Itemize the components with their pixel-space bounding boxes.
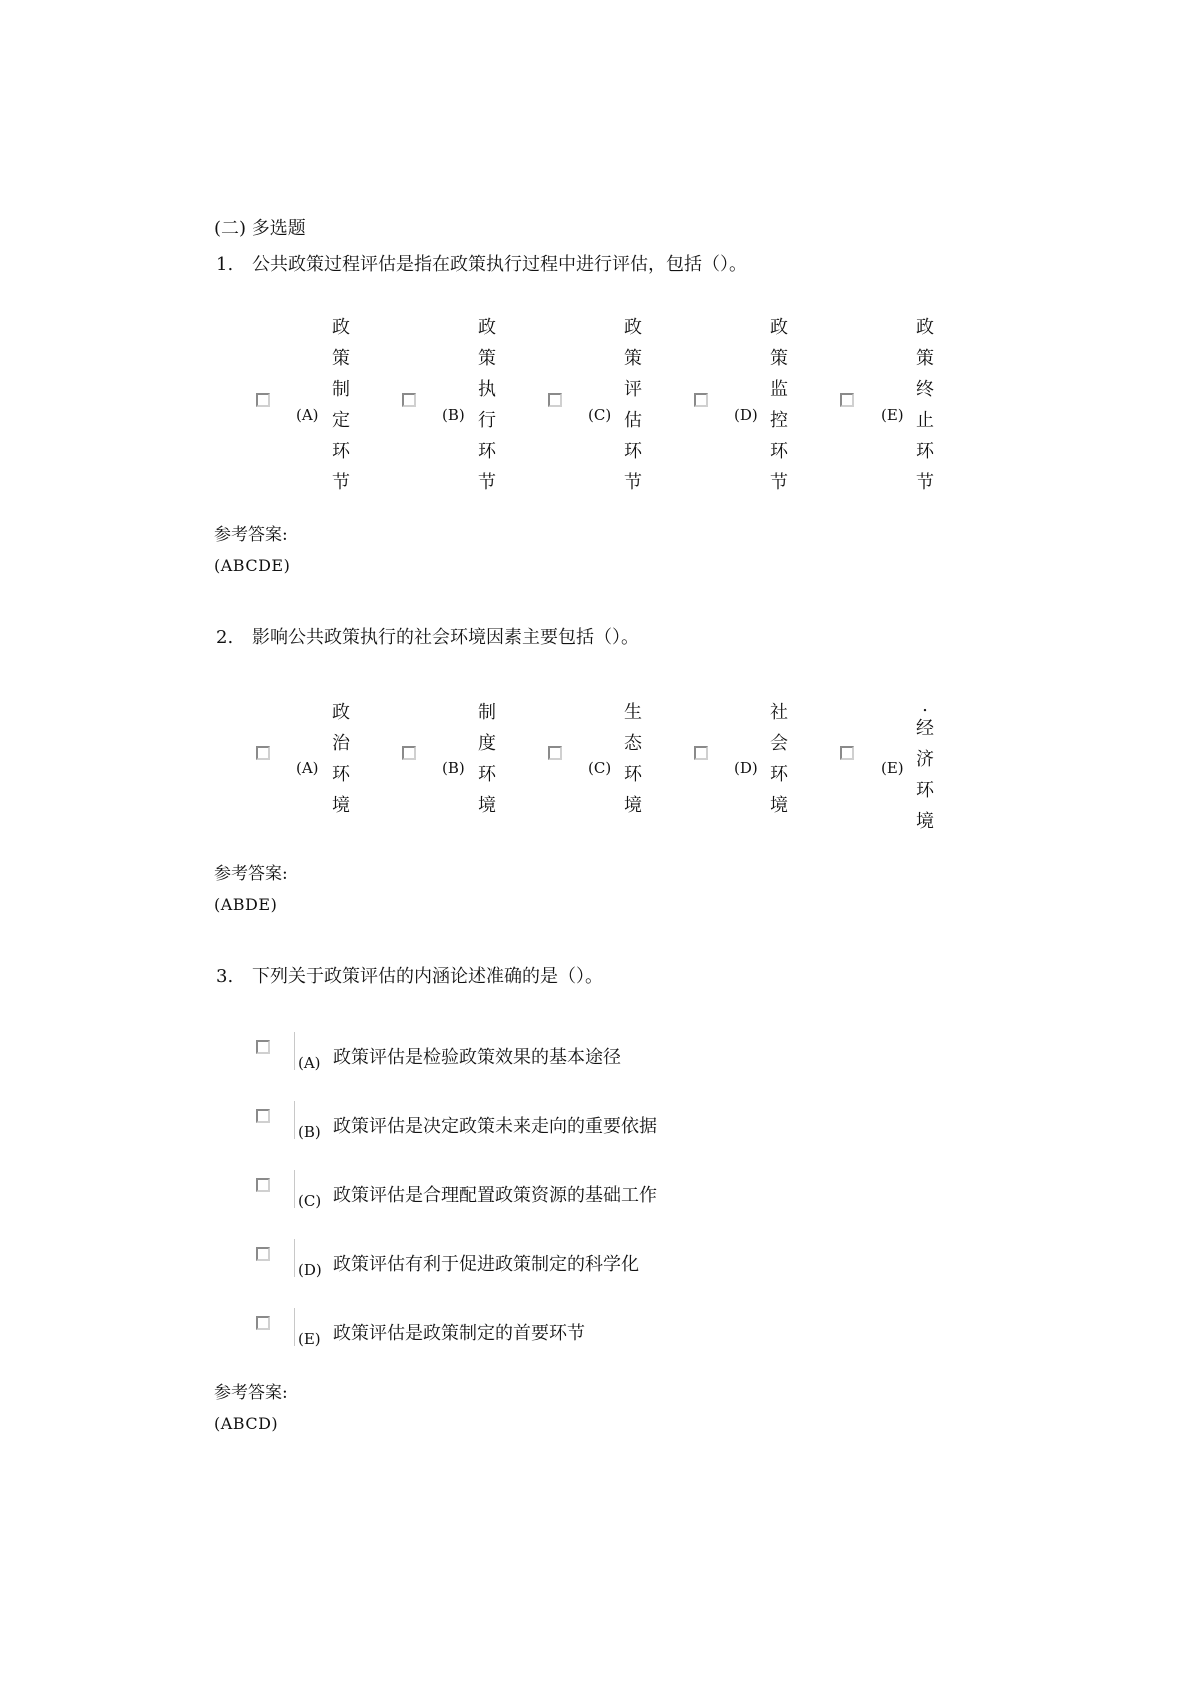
option-letter: (E) (881, 759, 904, 777)
checkbox-q3-d[interactable] (256, 1247, 270, 1261)
checkbox-q3-a[interactable] (256, 1040, 270, 1054)
question-1 (216, 250, 747, 276)
option-text: . 经济环境 (914, 699, 936, 837)
checkbox-q1-a[interactable] (256, 393, 270, 407)
checkbox-q2-a[interactable] (256, 746, 270, 760)
question-1-number: 1. (216, 254, 234, 275)
answer-value-2: (ABDE) (214, 895, 278, 914)
option-text: 政策终止环节 (916, 317, 934, 493)
option-text: 生态环境 (624, 702, 642, 816)
answer-value-1: (ABCDE) (214, 556, 291, 575)
checkbox-q3-e[interactable] (256, 1316, 270, 1330)
checkbox-q1-c[interactable] (548, 393, 562, 407)
question-2-number: 2. (216, 627, 234, 648)
checkbox-q1-b[interactable] (402, 393, 416, 407)
question-3-number: 3. (216, 966, 234, 987)
checkbox-q2-d[interactable] (694, 746, 708, 760)
answer-label-2: 参考答案: (214, 864, 288, 884)
section-title: (二) 多选题 (214, 218, 306, 239)
checkbox-q2-e[interactable] (840, 746, 854, 760)
question-2-text: 影响公共政策执行的社会环境因素主要包括（）。 (252, 627, 639, 648)
option-text: 政策评估环节 (624, 317, 642, 493)
option-letter: (C) (298, 1192, 322, 1210)
option-letter: (D) (734, 759, 758, 777)
option-letter: (E) (298, 1330, 321, 1348)
option-letter: (C) (588, 759, 612, 777)
checkbox-q2-c[interactable] (548, 746, 562, 760)
option-letter: (D) (298, 1261, 322, 1279)
option-divider (294, 1239, 295, 1277)
option-text: 政策评估是政策制定的首要环节 (333, 1323, 585, 1344)
question-2 (216, 623, 639, 649)
option-text: 制度环境 (478, 702, 496, 816)
checkbox-q3-b[interactable] (256, 1109, 270, 1123)
option-text: 政策评估是合理配置政策资源的基础工作 (333, 1185, 657, 1206)
option-text: 政策执行环节 (478, 317, 496, 493)
option-text: 政策监控环节 (770, 317, 788, 493)
question-3-text: 下列关于政策评估的内涵论述准确的是（）。 (252, 966, 603, 987)
option-text: 社会环境 (770, 702, 788, 816)
option-letter: (A) (298, 1054, 321, 1072)
option-divider (294, 1170, 295, 1208)
checkbox-q1-e[interactable] (840, 393, 854, 407)
option-letter: (B) (442, 759, 465, 777)
option-divider (294, 1032, 295, 1070)
option-divider (294, 1308, 295, 1346)
option-letter: (A) (296, 759, 319, 777)
option-letter: (A) (296, 406, 319, 424)
answer-label-3: 参考答案: (214, 1383, 288, 1403)
option-letter: (E) (881, 406, 904, 424)
checkbox-q2-b[interactable] (402, 746, 416, 760)
question-3 (216, 962, 603, 988)
option-text: 政治环境 (332, 702, 350, 816)
option-text: 政策评估是决定政策未来走向的重要依据 (333, 1116, 657, 1137)
checkbox-q1-d[interactable] (694, 393, 708, 407)
option-letter: (B) (298, 1123, 321, 1141)
option-text: 政策评估是检验政策效果的基本途径 (333, 1047, 621, 1068)
answer-label-1: 参考答案: (214, 525, 288, 545)
option-text: 政策制定环节 (332, 317, 350, 493)
option-text: 政策评估有利于促进政策制定的科学化 (333, 1254, 639, 1275)
checkbox-q3-c[interactable] (256, 1178, 270, 1192)
answer-value-3: (ABCD) (214, 1414, 279, 1433)
question-1-text: 公共政策过程评估是指在政策执行过程中进行评估，包括（）。 (252, 254, 747, 275)
option-divider (294, 1101, 295, 1139)
option-letter: (D) (734, 406, 758, 424)
option-letter: (B) (442, 406, 465, 424)
option-letter: (C) (588, 406, 612, 424)
